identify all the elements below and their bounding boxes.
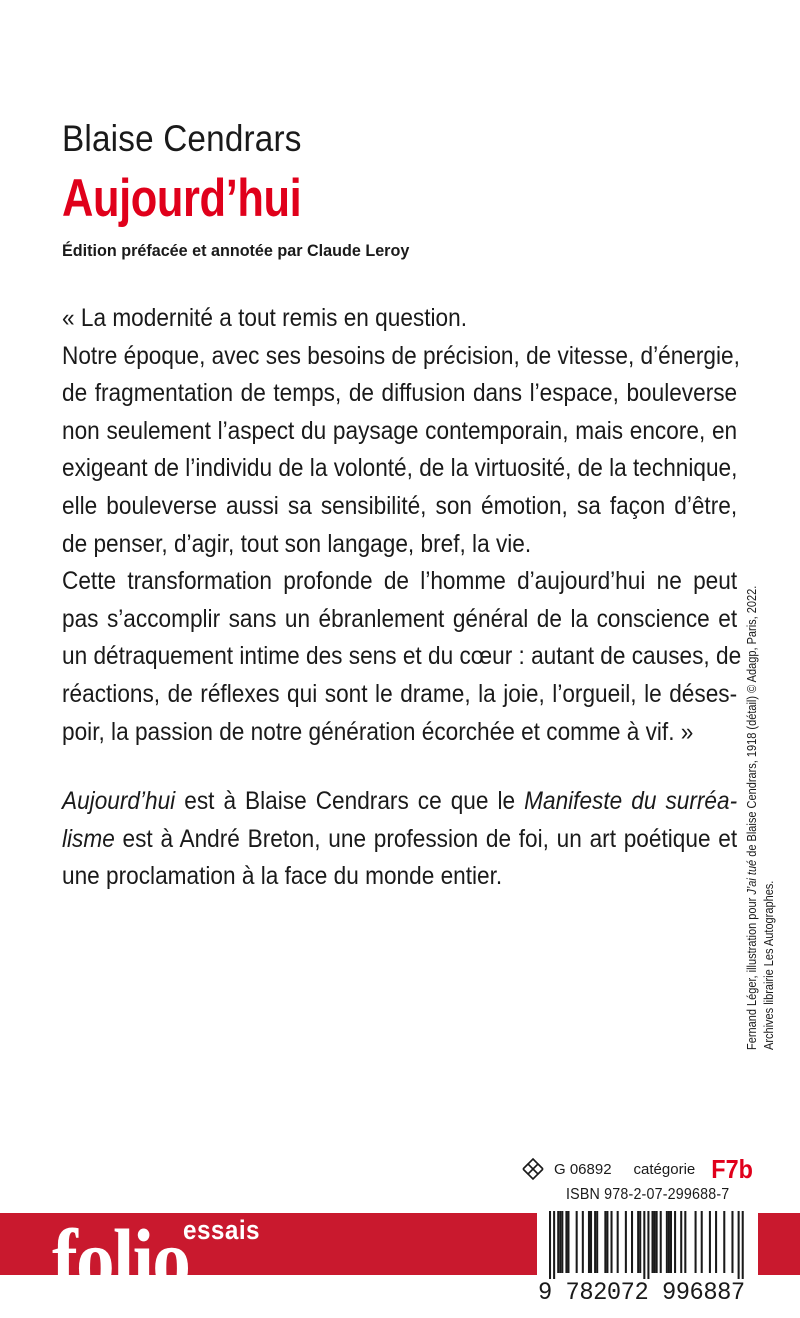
barcode-bar (567, 1211, 569, 1273)
barcode-bar (604, 1211, 606, 1273)
barcode-bar (668, 1211, 670, 1273)
quote-line: réactions, de réflexes qui sont le drame, la joie, l’orgueil, le déses- (62, 679, 738, 708)
quote-line: non seulement l’aspect du paysage contemporain, mais encore, en (62, 416, 738, 445)
barcode-bar (709, 1211, 711, 1273)
quote-line: poir, la passion de notre génération écorchée et comme à vif. » (62, 717, 694, 746)
barcode-bar (553, 1211, 555, 1279)
barcode-bar (639, 1211, 641, 1273)
folio-logo-icon (520, 1157, 546, 1181)
essais-label: essais (183, 1215, 261, 1245)
barcode-bar (576, 1211, 578, 1273)
barcode-bar (625, 1211, 627, 1273)
barcode-bar (606, 1211, 608, 1273)
barcode-bar (557, 1211, 559, 1273)
barcode-bar (670, 1211, 672, 1273)
barcode-bar (590, 1211, 592, 1273)
barcode-bar (643, 1211, 645, 1279)
barcode-bar (660, 1211, 662, 1273)
summary-title-italic: Aujourd’hui (62, 787, 176, 816)
barcode-bar (631, 1211, 633, 1273)
quote-line: Notre époque, avec ses besoins de précision, de vitesse, d’énergie, (62, 341, 740, 370)
category-code: F7b (711, 1153, 754, 1184)
barcode-bar (617, 1211, 619, 1273)
category-label: catégorie (633, 1160, 696, 1178)
barcode-bar (588, 1211, 590, 1273)
quote-line: exigeant de l’individu de la volonté, de la virtuosité, de la technique, (62, 454, 738, 483)
quote-line: elle bouleverse aussi sa sensibilité, son émotion, sa façon d’être, (62, 491, 738, 520)
barcode-bar (596, 1211, 598, 1273)
book-title: Aujourd’hui (62, 169, 302, 228)
summary-text: est à Blaise Cendrars ce que le (175, 787, 525, 816)
barcode-bar (652, 1211, 654, 1273)
barcode-bar (715, 1211, 717, 1273)
barcode-bar (680, 1211, 682, 1273)
summary-text: est à André Breton, une profession de foi, un art poétique et (114, 824, 738, 853)
illustration-credit (744, 510, 778, 1050)
barcode-bar (674, 1211, 676, 1273)
barcode-bar (647, 1211, 649, 1279)
barcode-bar (559, 1211, 561, 1273)
barcode-bar (654, 1211, 656, 1273)
catalog-info (520, 1153, 756, 1184)
barcode-bar (695, 1211, 697, 1273)
quote-line: un détraquement intime des sens et du cœur : autant de causes, de (62, 642, 742, 671)
summary-manifesto-italic: Manifeste du surréa- (524, 787, 738, 816)
summary-line: une proclamation à la face du monde entier. (62, 862, 503, 891)
summary-line (62, 783, 737, 821)
barcode-bar (723, 1211, 725, 1273)
barcode-bar (701, 1211, 703, 1273)
barcode-bars (537, 1207, 758, 1279)
quote-line: pas s’accomplir sans un ébranlement général de la conscience et (62, 604, 738, 633)
barcode-bar (656, 1211, 658, 1273)
barcode-bar (666, 1211, 668, 1273)
credit-line: Archives librairie Les Autographes. (762, 880, 776, 1050)
barcode-bar (594, 1211, 596, 1273)
barcode-digits: 9 782072 996887 (538, 1278, 745, 1307)
author-name: Blaise Cendrars (62, 118, 302, 159)
quote-line: « La modernité a tout remis en question. (62, 304, 467, 332)
barcode-bar (731, 1211, 733, 1273)
quote-line: Cette transformation profonde de l’homme d’aujourd’hui ne peut (62, 567, 738, 596)
barcode-bar (742, 1211, 744, 1279)
folio-logo: folio (52, 1211, 190, 1307)
barcode-bar (561, 1211, 563, 1273)
edition-note: Édition préfacée et annotée par Claude Leroy (62, 241, 410, 260)
summary-manifesto-italic-end: lisme (62, 824, 115, 853)
barcode-bar (738, 1211, 740, 1279)
credit-line: Fernand Léger, illustration pour J’ai tué de Blaise Cendrars, 1918 (détail) © Adagp, Paris, 2022. (745, 585, 759, 1050)
quote-line: de fragmentation de temps, de diffusion dans l’espace, bouleverse (62, 379, 738, 408)
catalog-code: G 06892 (554, 1160, 612, 1178)
back-cover-text (62, 300, 742, 896)
isbn: ISBN 978-2-07-299688-7 (566, 1186, 730, 1203)
barcode-bar (684, 1211, 686, 1273)
barcode-bar (582, 1211, 584, 1273)
barcode-bar (637, 1211, 639, 1273)
barcode-bar (611, 1211, 613, 1273)
summary-line (62, 821, 737, 859)
quote-line: de penser, d’agir, tout son langage, bref, la vie. (62, 529, 532, 558)
barcode-bar (565, 1211, 567, 1273)
barcode-bar (549, 1211, 551, 1279)
